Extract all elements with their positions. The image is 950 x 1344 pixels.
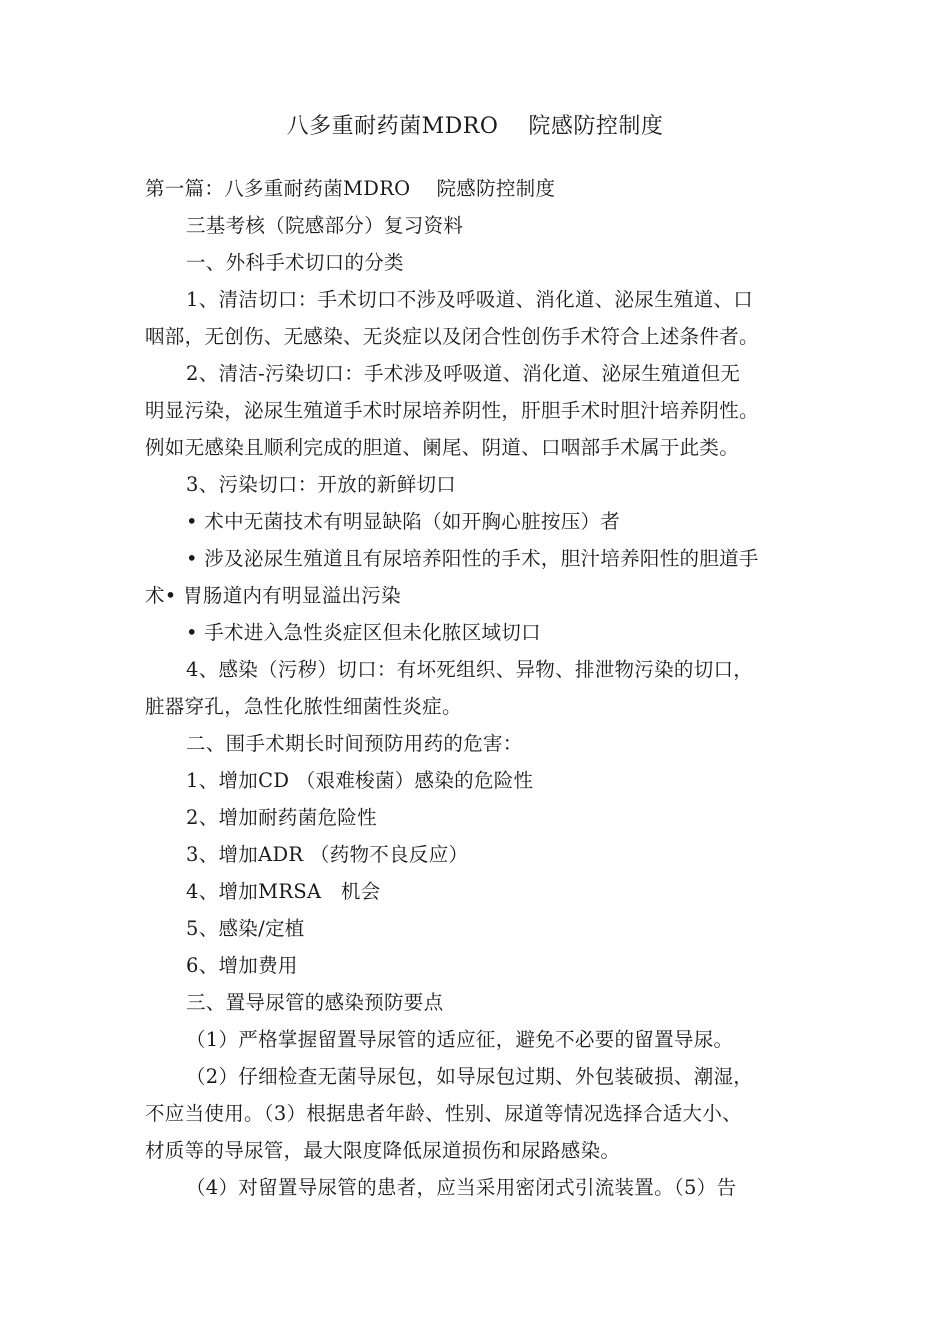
list-item: 3、增加ADR （药物不良反应） bbox=[186, 843, 469, 866]
text-line: 三基考核（院感部分）复习资料 bbox=[186, 214, 464, 237]
list-item: 4、增加MRSA 机会 bbox=[186, 880, 381, 903]
text-line: 2、清洁-污染切口：手术涉及呼吸道、消化道、泌尿生殖道但无 bbox=[186, 362, 741, 385]
text-line: 不应当使用。（3）根据患者年龄、性别、尿道等情况选择合适大小、 bbox=[145, 1102, 742, 1125]
text-line: （1）严格掌握留置导尿管的适应征，避免不必要的留置导尿。 bbox=[186, 1028, 734, 1051]
text-line: （4）对留置导尿管的患者，应当采用密闭式引流装置。（5）告 bbox=[186, 1176, 737, 1199]
text-line: 一、外科手术切口的分类 bbox=[186, 251, 404, 274]
bullet-line: • 涉及泌尿生殖道且有尿培养阳性的手术，胆汁培养阳性的胆道手 bbox=[186, 547, 759, 570]
bullet-line: 术• 胃肠道内有明显溢出污染 bbox=[145, 584, 401, 607]
text-line: 二、围手术期长时间预防用药的危害： bbox=[186, 732, 523, 755]
text-line: 例如无感染且顺利完成的胆道、阑尾、阴道、口咽部手术属于此类。 bbox=[145, 436, 740, 459]
list-item: 1、增加CD （艰难梭菌）感染的危险性 bbox=[186, 769, 534, 792]
text-line: 1、清洁切口：手术切口不涉及呼吸道、消化道、泌尿生殖道、口 bbox=[186, 288, 754, 311]
document-title: 八多重耐药菌MDRO 院感防控制度 bbox=[286, 114, 664, 139]
text-line: （2）仔细检查无菌导尿包，如导尿包过期、外包装破损、潮湿， bbox=[186, 1065, 754, 1088]
text-line: 第一篇：八多重耐药菌MDRO 院感防控制度 bbox=[145, 177, 556, 200]
text-line: 4、感染（污秽）切口：有坏死组织、异物、排泄物污染的切口， bbox=[186, 658, 754, 681]
bullet-line: • 手术进入急性炎症区但未化脓区域切口 bbox=[186, 621, 541, 644]
text-line: 明显污染，泌尿生殖道手术时尿培养阴性，肝胆手术时胆汁培养阴性。 bbox=[145, 399, 759, 422]
text-line: 材质等的导尿管，最大限度降低尿道损伤和尿路感染。 bbox=[145, 1139, 621, 1162]
text-line: 咽部，无创伤、无感染、无炎症以及闭合性创伤手术符合上述条件者。 bbox=[145, 325, 759, 348]
bullet-line: • 术中无菌技术有明显缺陷（如开胸心脏按压）者 bbox=[186, 510, 621, 533]
text-line: 三、置导尿管的感染预防要点 bbox=[186, 991, 444, 1014]
list-item: 6、增加费用 bbox=[186, 954, 298, 977]
text-line: 3、污染切口：开放的新鲜切口 bbox=[186, 473, 457, 496]
list-item: 2、增加耐药菌危险性 bbox=[186, 806, 377, 829]
text-line: 脏器穿孔，急性化脓性细菌性炎症。 bbox=[145, 695, 462, 718]
list-item: 5、感染/定植 bbox=[186, 917, 305, 940]
